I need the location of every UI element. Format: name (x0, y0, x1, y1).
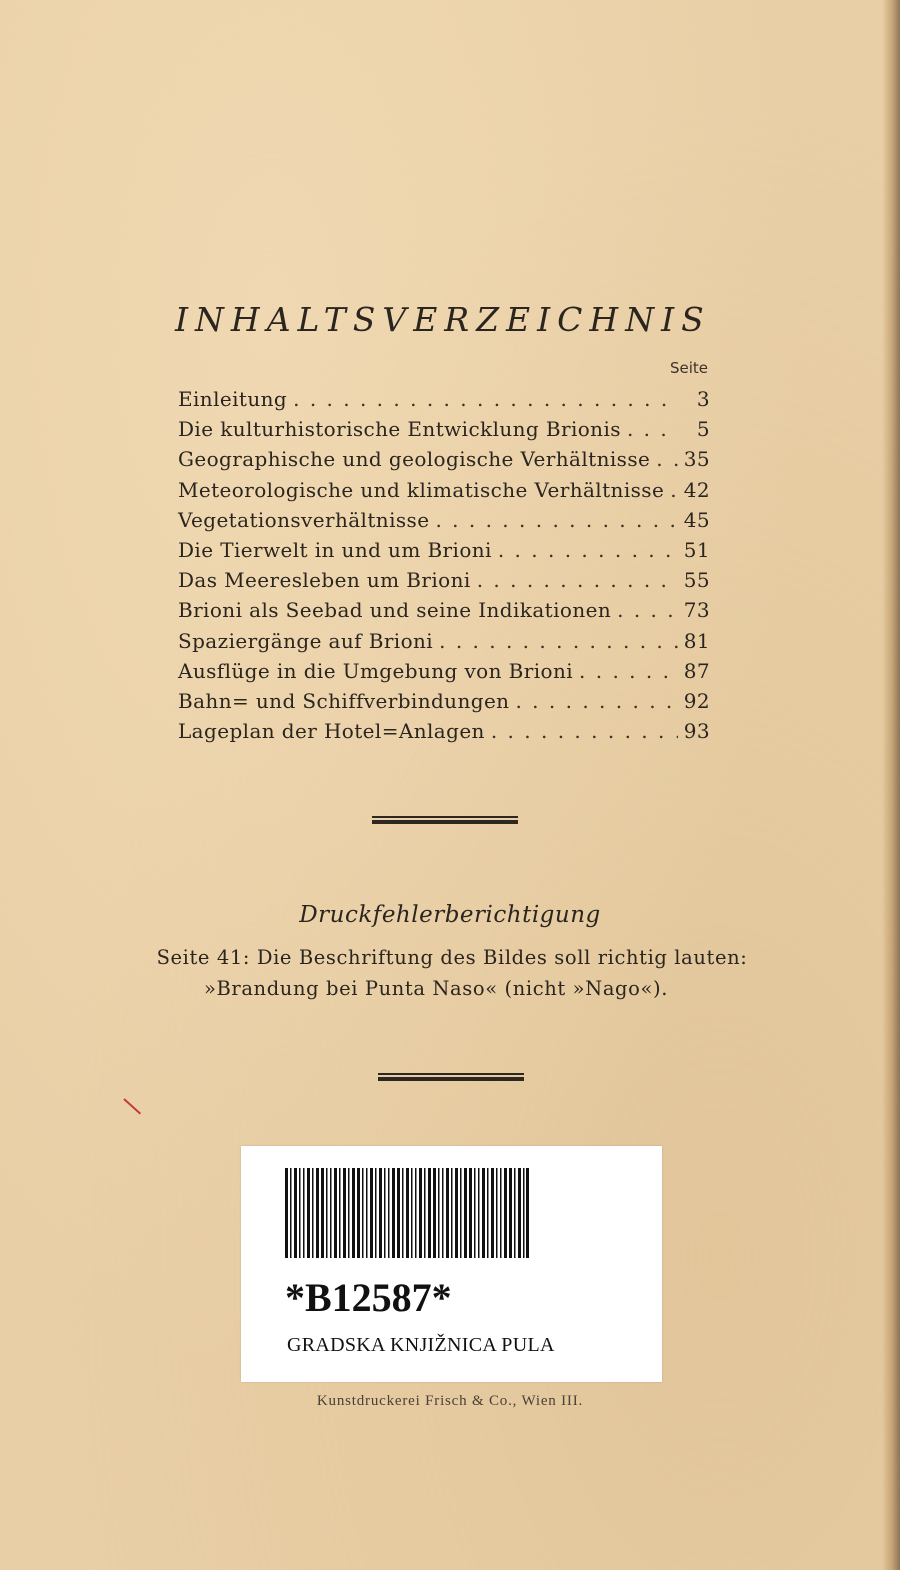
printer-imprint: Kunstdruckerei Frisch & Co., Wien III. (316, 1393, 584, 1409)
toc-entry-title: Meteorologische und klimatische Verhältnisse (178, 477, 665, 502)
dot-leader (477, 565, 678, 595)
toc-entry-page: 87 (683, 658, 710, 683)
page-edge-shadow (882, 0, 900, 1570)
toc-entry-page: 42 (683, 477, 710, 502)
library-name: GRADSKA KNJIŽNICA PULA (287, 1334, 555, 1356)
toc-entry-title: Bahn= und Schiffverbindungen (178, 688, 510, 713)
toc-entry-title: Geographische und geologische Verhältnisse (178, 447, 651, 472)
dot-leader (439, 626, 678, 656)
page-column-header: Seite (669, 359, 708, 377)
errata-title: Druckfehlerberichtigung (299, 902, 601, 928)
toc-entry (178, 686, 710, 716)
toc-entry-page: 55 (683, 568, 710, 593)
toc-entry-title: Die Tierwelt in und um Brioni (178, 537, 492, 562)
dot-leader (491, 716, 678, 746)
toc-entry-page: 93 (683, 719, 710, 744)
toc-entry-title: Brioni als Seebad und seine Indikationen (178, 598, 612, 623)
red-pencil-mark (123, 1098, 141, 1114)
toc-entry (178, 444, 710, 474)
toc-entry (178, 475, 710, 505)
divider-rule (372, 816, 518, 824)
divider-rule (378, 1073, 524, 1081)
toc-entry-title: Spaziergänge auf Brioni (178, 628, 434, 653)
errata-text-line: Seite 41: Die Beschriftung des Bildes soll richtig lauten: (156, 946, 748, 969)
barcode-icon (285, 1168, 529, 1258)
toc-entry-page: 73 (683, 598, 710, 623)
toc-entry-title: Ausflüge in die Umgebung von Brioni (178, 658, 574, 683)
toc-entry (178, 656, 710, 686)
toc-entry-page: 51 (683, 537, 710, 562)
toc-entry (178, 535, 710, 565)
toc-entry (178, 595, 710, 625)
toc-list (178, 384, 710, 746)
toc-entry (178, 414, 710, 444)
dot-leader (670, 475, 678, 505)
errata-text-line: »Brandung bei Punta Naso« (nicht »Nago«). (203, 977, 669, 1000)
dot-leader (515, 686, 677, 716)
toc-entry-page: 35 (683, 447, 710, 472)
toc-entry (178, 565, 710, 595)
toc-entry (178, 384, 710, 414)
toc-entry-page: 81 (683, 628, 710, 653)
dot-leader (293, 384, 678, 414)
dot-leader (579, 656, 678, 686)
toc-entry-title: Die kulturhistorische Entwicklung Brionis (178, 417, 621, 442)
library-barcode-label (241, 1146, 662, 1382)
toc-entry-page: 5 (696, 417, 710, 442)
dot-leader (627, 414, 678, 444)
toc-entry (178, 505, 710, 535)
toc-entry-title: Das Meeresleben um Brioni (178, 568, 471, 593)
toc-entry-title: Einleitung (178, 387, 288, 411)
toc-entry-page: 92 (683, 688, 710, 713)
toc-title: INHALTSVERZEICHNIS (175, 300, 711, 339)
toc-entry (178, 716, 710, 746)
dot-leader (656, 444, 678, 474)
toc-entry-page: 3 (696, 387, 710, 411)
toc-entry (178, 626, 710, 656)
toc-entry-title: Vegetationsverhältnisse (178, 507, 430, 532)
toc-entry-page: 45 (683, 507, 710, 532)
dot-leader (498, 535, 678, 565)
toc-entry-title: Lageplan der Hotel=Anlagen (178, 719, 485, 744)
barcode-id: *B12587* (285, 1275, 452, 1320)
dot-leader (435, 505, 677, 535)
dot-leader (617, 595, 678, 625)
